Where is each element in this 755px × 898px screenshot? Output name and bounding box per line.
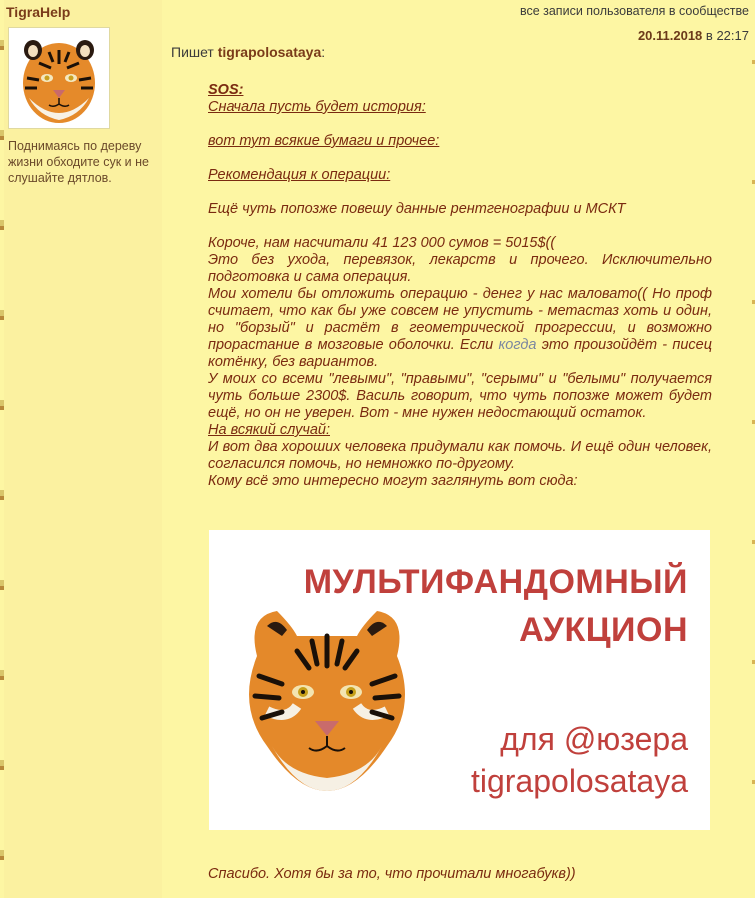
post-time: 22:17	[716, 28, 749, 43]
cost-line: Короче, нам насчитали 41 123 000 сумов = 5015$((	[208, 235, 556, 251]
post-time-separator: в	[705, 28, 713, 43]
just-in-case-heading: На всякий случай:	[208, 422, 330, 438]
auction-banner[interactable]	[209, 530, 710, 830]
banner-sub-line1: для @юзера	[500, 721, 688, 757]
xray-note: Ещё чуть попозже повешу данные рентгенографии и МСКТ	[208, 201, 626, 217]
surgery-text-before: Мои хотели бы отложить операцию - денег у нас маловато(( Но проф считает, что как бы уже совсем не упустить - метастаз хоть и один, но "борзый" и растёт в геометрической прогрессии, и возможно прорастание в мозговые оболочки. Если	[208, 286, 712, 353]
author-suffix: :	[321, 44, 326, 60]
cost-detail: Это без ухода, перевязок, лекарств и прочего. Исключительно подготовка и сама операция.	[208, 252, 712, 285]
banner-title-line2: АУКЦИОН	[519, 611, 688, 649]
surgery-paragraph	[208, 286, 712, 371]
banner-sub-line2: tigrapolosataya	[470, 763, 688, 799]
look-here-line: Кому всё это интересно могут заглянуть вот сюда:	[208, 473, 578, 489]
history-link[interactable]: Сначала пусть будет история:	[208, 99, 426, 115]
user-sidebar	[4, 0, 162, 898]
author-name-link[interactable]: tigrapolosataya	[217, 44, 322, 60]
banner-title-line1: МУЛЬТИФАНДОМНЫЙ	[303, 563, 688, 601]
sos-heading: SOS:	[208, 82, 244, 98]
recommendation-link[interactable]: Рекомендация к операции:	[208, 167, 391, 183]
user-avatar[interactable]	[8, 27, 110, 129]
user-motto: Поднимаясь по дереву жизни обходите сук и не слушайте дятлов.	[8, 139, 149, 185]
all-user-posts-link[interactable]: все записи пользователя в сообществе	[519, 4, 749, 18]
post-content	[208, 82, 712, 490]
post-date: 20.11.2018	[637, 28, 703, 43]
banner-subtitle	[471, 718, 688, 802]
author-line	[171, 44, 325, 60]
thanks-line: Спасибо. Хотя бы за то, что прочитали многабукв))	[208, 866, 576, 882]
post-datetime	[638, 28, 749, 43]
tiger-banner-icon	[237, 596, 417, 796]
when-inline-link[interactable]: когда	[498, 337, 537, 353]
papers-link[interactable]: вот тут всякие бумаги и прочее:	[208, 133, 440, 149]
author-prefix: Пишет	[171, 44, 214, 60]
helpers-paragraph: И вот два хороших человека придумали как помочь. И ещё один человек, согласился помочь, но немножко по-другому.	[208, 439, 712, 472]
surgery-text-after: это произойдёт - писец котёнку, без вариантов.	[208, 337, 713, 370]
money-paragraph: У моих со всеми "левыми", "правыми", "серыми" и "белыми" получается чуть больше 2300$. Василь говорит, что чуть попозже может будет ещё, но он не уверен. Вот - мне нужен недостающий остаток.	[208, 371, 712, 421]
username-link[interactable]: TigraHelp	[6, 4, 71, 20]
tiger-avatar-icon	[9, 28, 109, 128]
